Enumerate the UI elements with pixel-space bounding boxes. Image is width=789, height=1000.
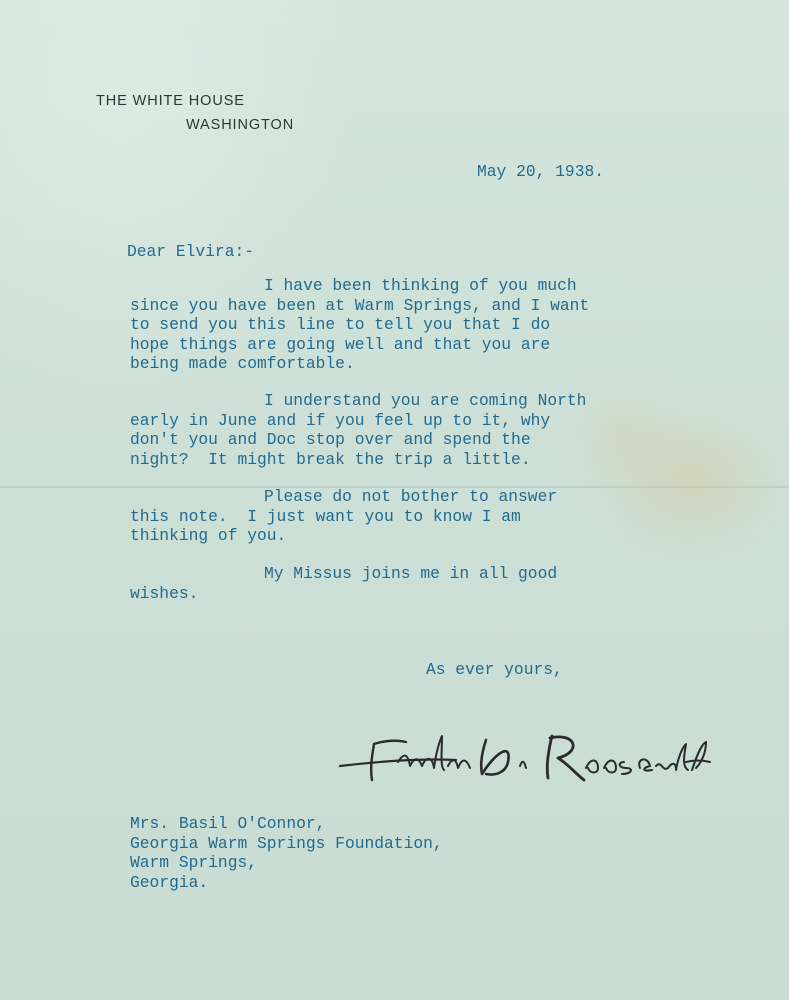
paragraph-line: I understand you are coming North (264, 391, 587, 410)
letterhead-location: WASHINGTON (186, 117, 295, 133)
paragraph-line: to send you this line to tell you that I do (130, 315, 551, 334)
paragraph-line: hope things are going well and that you are (130, 334, 551, 354)
paragraph-line: early in June and if you feel up to it, why (130, 410, 551, 430)
paragraph-line: don't you and Doc stop over and spend the (130, 430, 531, 449)
paragraph-line: I have been thinking of you much (264, 276, 577, 295)
salutation: Dear Elvira:- (127, 242, 255, 261)
paragraph-line: since you have been at Warm Springs, and I want (130, 295, 590, 315)
paragraph-1 (130, 276, 589, 374)
addressee-block (130, 814, 443, 892)
letterhead-title: THE WHITE HOUSE (96, 93, 245, 109)
paragraph-line: thinking of you. (130, 526, 287, 545)
paragraph-line: Please do not bother to answer (264, 487, 558, 506)
signature-image (336, 722, 716, 792)
paragraph-line: this note. I just want you to know I am (130, 506, 521, 526)
paragraph-4 (130, 564, 557, 603)
addressee-line: Georgia Warm Springs Foundation, (130, 833, 443, 853)
paragraph-line: night? It might break the trip a little. (130, 449, 531, 469)
addressee-line: Warm Springs, (130, 853, 258, 872)
paragraph-line: My Missus joins me in all good (264, 564, 558, 583)
addressee-line: Mrs. Basil O'Connor, (130, 814, 326, 833)
letter-date: May 20, 1938. (477, 162, 605, 181)
signature-strokes (340, 736, 710, 780)
paragraph-line: being made comfortable. (130, 354, 355, 373)
paragraph-2 (130, 391, 586, 469)
closing: As ever yours, (426, 660, 563, 679)
addressee-line: Georgia. (130, 872, 209, 892)
paragraph-3 (130, 487, 557, 546)
paragraph-line: wishes. (130, 583, 199, 603)
